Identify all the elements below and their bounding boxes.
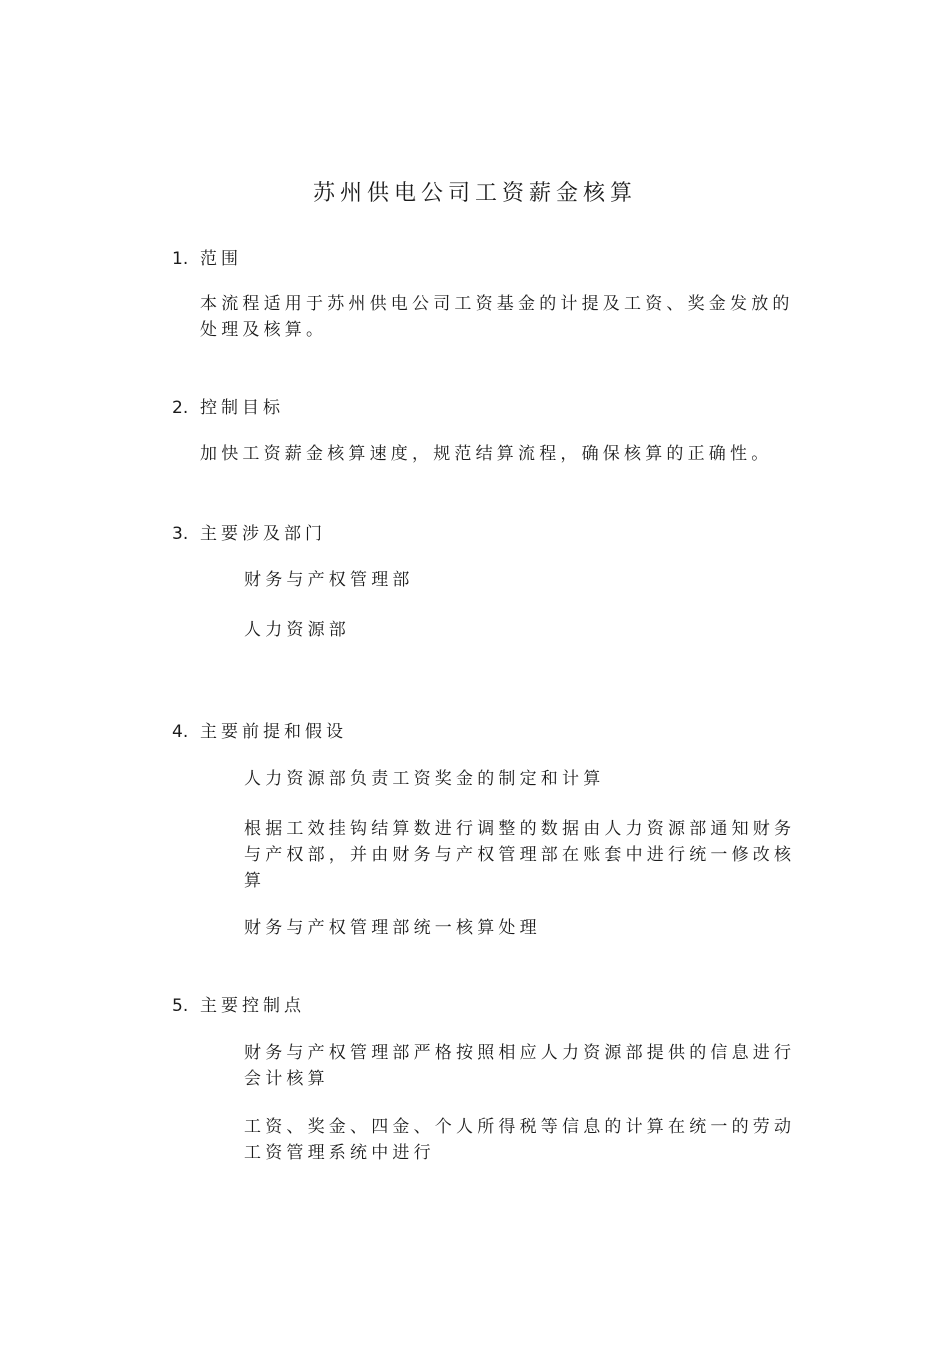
assumption-item: 根据工效挂钩结算数进行调整的数据由人力资源部通知财务与产权部，并由财务与产权管理部在账套中进行统一修改核算 bbox=[244, 819, 796, 891]
objective-paragraph: 加快工资薪金核算速度，规范结算流程，确保核算的正确性。 bbox=[200, 444, 773, 464]
section-title: 主要控制点 bbox=[200, 996, 305, 1016]
section-number: 2. bbox=[172, 398, 189, 418]
scope-paragraph: 本流程适用于苏州供电公司工资基金的计提及工资、奖金发放的处理及核算。 bbox=[200, 294, 794, 340]
assumption-item: 人力资源部负责工资奖金的制定和计算 bbox=[244, 769, 605, 789]
section-heading-objective bbox=[172, 393, 284, 418]
department-item: 财务与产权管理部 bbox=[244, 570, 414, 590]
section-title: 控制目标 bbox=[200, 398, 284, 418]
section-number: 1. bbox=[172, 249, 189, 269]
section-heading-control-points bbox=[172, 991, 305, 1016]
section-heading-scope bbox=[172, 244, 242, 269]
section-number: 5. bbox=[172, 996, 189, 1016]
control-point-item: 工资、奖金、四金、个人所得税等信息的计算在统一的劳动工资管理系统中进行 bbox=[244, 1117, 796, 1163]
department-item: 人力资源部 bbox=[244, 620, 350, 640]
section-number: 4. bbox=[172, 722, 189, 742]
section-heading-departments bbox=[172, 519, 326, 544]
section-title: 主要前提和假设 bbox=[200, 722, 347, 742]
control-point-item: 财务与产权管理部严格按照相应人力资源部提供的信息进行会计核算 bbox=[244, 1043, 796, 1089]
section-title: 主要涉及部门 bbox=[200, 524, 326, 544]
section-heading-assumptions bbox=[172, 717, 347, 742]
assumption-item: 财务与产权管理部统一核算处理 bbox=[244, 918, 541, 938]
section-title: 范围 bbox=[200, 249, 242, 269]
section-number: 3. bbox=[172, 524, 189, 544]
document-title: 苏州供电公司工资薪金核算 bbox=[312, 181, 637, 206]
